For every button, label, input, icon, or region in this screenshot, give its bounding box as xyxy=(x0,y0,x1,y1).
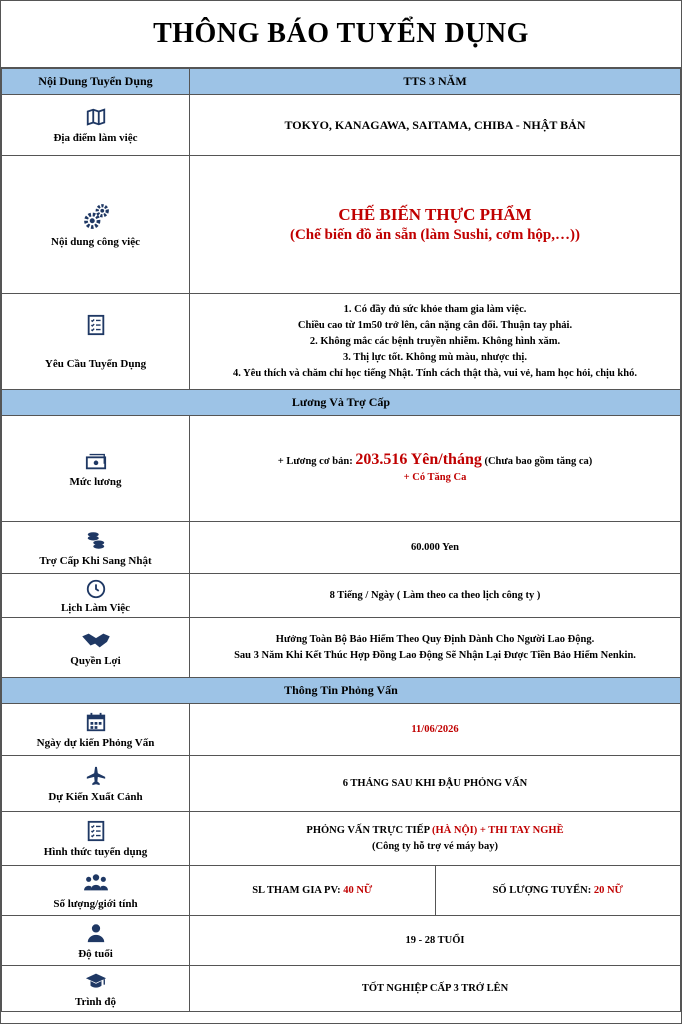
interview-date-value: 11/06/2026 xyxy=(190,704,681,756)
salary-value-cell xyxy=(190,416,681,522)
departure-label: Dự Kiến Xuất Cảnh xyxy=(48,790,143,803)
benefits-label: Quyền Lợi xyxy=(70,654,121,667)
job-title: CHẾ BIẾN THỰC PHẨM xyxy=(338,205,532,224)
form-note: (Công ty hỗ trợ vé máy bay) xyxy=(372,840,498,852)
row-quantity xyxy=(2,866,681,916)
handshake-icon xyxy=(80,629,112,651)
education-value: TỐT NGHIỆP CẤP 3 TRỞ LÊN xyxy=(190,966,681,1012)
section-header-salary xyxy=(2,390,681,416)
calendar-icon xyxy=(85,711,107,733)
row-form xyxy=(2,812,681,866)
location-label: Địa điểm làm việc xyxy=(53,132,138,144)
requirement-line: 2. Không mắc các bệnh truyền nhiễm. Không hình xăm. xyxy=(309,335,561,347)
benefits-value-cell xyxy=(190,618,681,678)
salary-suffix: (Chưa bao gồm tăng ca) xyxy=(481,455,593,467)
checklist-icon xyxy=(85,314,107,336)
row-benefits xyxy=(2,618,681,678)
recruit-label: SỐ LƯỢNG TUYỂN: xyxy=(492,884,594,896)
header-right-label: TTS 3 NĂM xyxy=(190,69,681,95)
form-cell xyxy=(2,812,190,866)
form-label: Hình thức tuyển dụng xyxy=(43,845,148,858)
clock-icon xyxy=(85,578,107,600)
row-job xyxy=(2,156,681,294)
salary-amount: 203.516 Yên/tháng xyxy=(355,450,482,468)
row-departure xyxy=(2,756,681,812)
row-schedule xyxy=(2,574,681,618)
salary-section-title: Lương Và Trợ Cấp xyxy=(2,390,681,416)
header-left-label: Nội Dung Tuyển Dụng xyxy=(2,69,190,95)
row-age xyxy=(2,916,681,966)
row-interview-date xyxy=(2,704,681,756)
row-salary xyxy=(2,416,681,522)
attend-label: SL THAM GIA PV: xyxy=(252,884,344,896)
salary-label: Mức lương xyxy=(69,475,122,488)
schedule-label: Lịch Làm Việc xyxy=(60,601,131,614)
salary-cell xyxy=(2,416,190,522)
education-label: Trình độ xyxy=(74,995,117,1008)
benefits-cell xyxy=(2,618,190,678)
salary-overtime: + Có Tăng Ca xyxy=(403,471,467,483)
job-value-cell xyxy=(190,156,681,294)
page-title: THÔNG BÁO TUYỂN DỤNG xyxy=(1,1,681,68)
education-cell xyxy=(2,966,190,1012)
interview-section-title: Thông Tin Phỏng Vấn xyxy=(2,678,681,704)
requirements-value-cell xyxy=(190,294,681,390)
schedule-cell xyxy=(2,574,190,618)
coins-icon xyxy=(85,529,107,551)
checklist-icon xyxy=(85,820,107,842)
requirements-cell xyxy=(2,294,190,390)
plane-icon xyxy=(85,765,107,787)
benefits-line: Hưởng Toàn Bộ Bảo Hiểm Theo Quy Định Dành Cho Người Lao Động. xyxy=(275,633,595,645)
recruitment-table xyxy=(1,68,681,1012)
requirement-line: 1. Có đầy đủ sức khỏe tham gia làm việc. xyxy=(343,303,527,315)
form-part2: (HÀ NỘI) + THI TAY NGHỀ xyxy=(432,824,564,836)
age-cell xyxy=(2,916,190,966)
row-education xyxy=(2,966,681,1012)
requirements-label: Yêu Cầu Tuyển Dụng xyxy=(44,357,147,370)
interview-date-cell xyxy=(2,704,190,756)
location-value: TOKYO, KANAGAWA, SAITAMA, CHIBA - NHẬT BẢN xyxy=(190,95,681,156)
attend-value: 40 NỮ xyxy=(343,884,373,896)
attend-cell xyxy=(190,866,436,916)
section-header-content xyxy=(2,69,681,95)
salary-prefix: + Lương cơ bản: xyxy=(277,455,356,467)
departure-cell xyxy=(2,756,190,812)
allowance-value: 60.000 Yen xyxy=(190,522,681,574)
job-detail: (Chế biến đồ ăn sẵn (làm Sushi, cơm hộp,…)) xyxy=(289,227,581,243)
money-icon xyxy=(85,450,107,472)
allowance-cell xyxy=(2,522,190,574)
job-cell xyxy=(2,156,190,294)
schedule-value: 8 Tiếng / Ngày ( Làm theo ca theo lịch công ty ) xyxy=(190,574,681,618)
row-location xyxy=(2,95,681,156)
graduation-cap-icon xyxy=(85,970,107,992)
recruit-cell xyxy=(435,866,681,916)
section-header-interview xyxy=(2,678,681,704)
job-label: Nội dung công việc xyxy=(51,235,140,248)
requirement-line: 3. Thị lực tốt. Không mù màu, nhược thị. xyxy=(343,351,527,363)
map-icon xyxy=(85,106,107,128)
age-label: Độ tuổi xyxy=(78,947,113,960)
interview-date-label: Ngày dự kiến Phỏng Vấn xyxy=(36,736,155,749)
quantity-cell xyxy=(2,866,190,916)
form-value-cell xyxy=(190,812,681,866)
requirement-line: Chiều cao từ 1m50 trở lên, cân nặng cân đối. Thuận tay phải. xyxy=(297,319,573,331)
benefits-line: Sau 3 Năm Khi Kết Thúc Hợp Đồng Lao Động Sẽ Nhận Lại Được Tiền Bảo Hiểm Nenkin. xyxy=(234,649,636,661)
allowance-label: Trợ Cấp Khi Sang Nhật xyxy=(39,554,152,567)
gears-icon xyxy=(81,202,111,232)
quantity-label: Số lượng/giới tính xyxy=(53,897,138,910)
row-allowance xyxy=(2,522,681,574)
form-part1: PHỎNG VẤN TRỰC TIẾP xyxy=(306,824,433,836)
person-icon xyxy=(85,922,107,944)
recruit-value: 20 NỮ xyxy=(593,884,623,896)
departure-value: 6 THÁNG SAU KHI ĐẬU PHỎNG VẤN xyxy=(190,756,681,812)
row-requirements xyxy=(2,294,681,390)
requirement-line: 4. Yêu thích và chăm chỉ học tiếng Nhật. Tính cách thật thà, vui vẻ, ham học hỏi, chịu khó. xyxy=(232,367,637,379)
age-value: 19 - 28 TUỔI xyxy=(190,916,681,966)
people-icon xyxy=(82,872,110,894)
location-cell xyxy=(2,95,190,156)
